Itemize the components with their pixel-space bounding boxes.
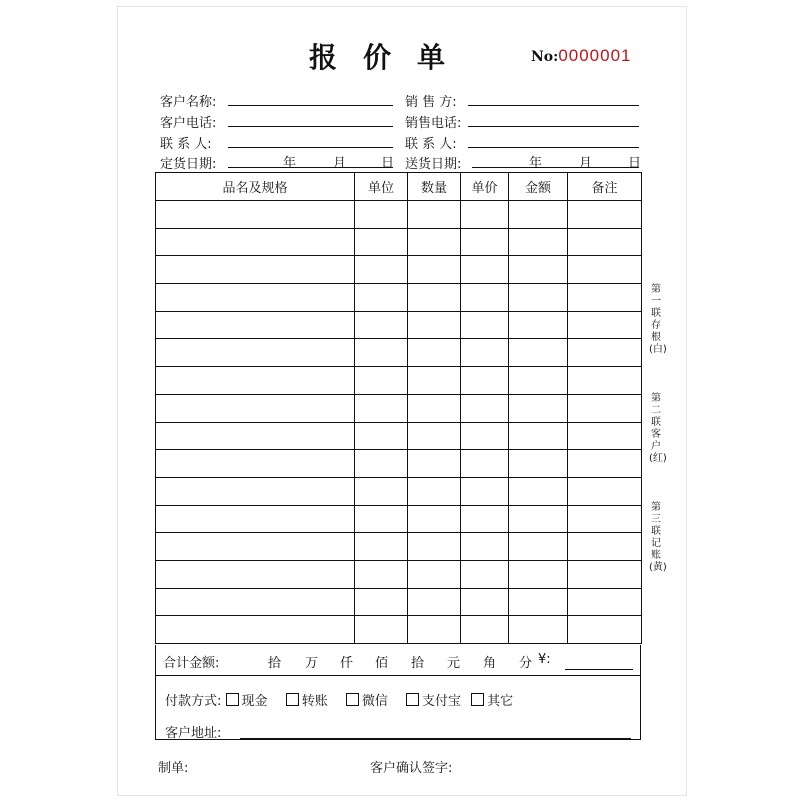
maker-label: 制单:	[158, 761, 189, 776]
form-title: 报价单	[309, 41, 472, 74]
cell-quantity[interactable]	[408, 228, 461, 256]
currency-symbol: ¥:	[538, 652, 551, 667]
cell-name-spec[interactable]	[156, 616, 355, 644]
cell-unit-price[interactable]	[461, 477, 509, 505]
cell-unit[interactable]	[355, 616, 408, 644]
table-row	[156, 616, 642, 644]
order-date-label: 定货日期:	[160, 157, 217, 172]
cell-amount[interactable]	[509, 560, 568, 588]
payment-method-label: 付款方式:	[165, 694, 222, 709]
cell-unit[interactable]	[355, 367, 408, 395]
table-header-row	[156, 173, 642, 201]
cell-unit[interactable]	[355, 311, 408, 339]
column-header-quantity: 数量	[408, 173, 461, 201]
checkbox[interactable]	[471, 693, 484, 706]
cell-unit-price[interactable]	[461, 422, 509, 450]
totals-divider	[155, 675, 641, 676]
total-unit-bai: 佰	[375, 656, 389, 671]
cell-remarks[interactable]	[568, 284, 642, 312]
cell-quantity[interactable]	[408, 422, 461, 450]
total-unit-fen: 分	[519, 656, 533, 671]
cell-unit-price[interactable]	[461, 367, 509, 395]
table-row	[156, 256, 642, 284]
cell-remarks[interactable]	[568, 533, 642, 561]
cell-amount[interactable]	[509, 201, 568, 229]
checkbox[interactable]	[406, 693, 419, 706]
cell-amount[interactable]	[509, 394, 568, 422]
table-row	[156, 505, 642, 533]
cell-unit[interactable]	[355, 256, 408, 284]
total-unit-qian: 仟	[340, 656, 354, 671]
customer-phone-label: 客户电话:	[160, 116, 217, 131]
total-unit-shi-2: 拾	[411, 656, 425, 671]
cell-name-spec[interactable]	[156, 201, 355, 229]
serial-number	[531, 46, 632, 66]
cell-remarks[interactable]	[568, 616, 642, 644]
payment-option-alipay[interactable]	[406, 694, 461, 709]
payment-method-row	[165, 690, 513, 709]
cell-unit-price[interactable]	[461, 394, 509, 422]
customer-address-field[interactable]	[240, 738, 631, 739]
order-date-day: 日	[381, 156, 395, 171]
checkbox[interactable]	[346, 693, 359, 706]
cell-unit[interactable]	[355, 201, 408, 229]
checkbox[interactable]	[286, 693, 299, 706]
cell-remarks[interactable]	[568, 201, 642, 229]
cell-remarks[interactable]	[568, 367, 642, 395]
cell-quantity[interactable]	[408, 256, 461, 284]
column-header-amount: 金额	[509, 173, 568, 201]
table-row	[156, 560, 642, 588]
payment-option-other[interactable]	[471, 694, 513, 709]
side-note-copy-1: 第一联存根(白)	[649, 284, 667, 355]
cell-amount[interactable]	[509, 339, 568, 367]
cell-remarks[interactable]	[568, 450, 642, 478]
total-unit-yuan: 元	[447, 656, 461, 671]
cell-unit[interactable]	[355, 450, 408, 478]
order-date-field[interactable]	[228, 167, 393, 168]
delivery-date-day: 日	[628, 156, 642, 171]
cell-remarks[interactable]	[568, 560, 642, 588]
delivery-date-label: 送货日期:	[405, 157, 462, 172]
delivery-date-field[interactable]	[472, 167, 639, 168]
payment-option-label: 微信	[361, 694, 388, 709]
cell-quantity[interactable]	[408, 505, 461, 533]
cell-amount[interactable]	[509, 616, 568, 644]
delivery-date-year: 年	[529, 156, 543, 171]
cell-remarks[interactable]	[568, 422, 642, 450]
table-row	[156, 228, 642, 256]
cell-name-spec[interactable]	[156, 588, 355, 616]
cell-quantity[interactable]	[408, 367, 461, 395]
cell-quantity[interactable]	[408, 616, 461, 644]
seller-label: 销 售 方:	[405, 95, 457, 110]
cell-unit-price[interactable]	[461, 228, 509, 256]
cell-remarks[interactable]	[568, 256, 642, 284]
cell-amount[interactable]	[509, 284, 568, 312]
total-amount-field[interactable]	[565, 669, 633, 670]
order-date-year: 年	[283, 156, 297, 171]
cell-unit-price[interactable]	[461, 560, 509, 588]
cell-amount[interactable]	[509, 311, 568, 339]
total-amount-label: 合计金额:	[163, 656, 220, 671]
cell-remarks[interactable]	[568, 394, 642, 422]
cell-quantity[interactable]	[408, 339, 461, 367]
serial-number-label: No:	[531, 49, 559, 65]
order-date-month: 月	[333, 156, 347, 171]
cell-amount[interactable]	[509, 256, 568, 284]
customer-name-label: 客户名称:	[160, 95, 217, 110]
cell-unit-price[interactable]	[461, 339, 509, 367]
column-header-unit-price: 单价	[461, 173, 509, 201]
customer-name-field[interactable]	[228, 105, 393, 106]
cell-amount[interactable]	[509, 477, 568, 505]
cell-amount[interactable]	[509, 588, 568, 616]
seller-field[interactable]	[468, 105, 639, 106]
payment-option-label: 现金	[241, 694, 268, 709]
cell-name-spec[interactable]	[156, 228, 355, 256]
cell-name-spec[interactable]	[156, 394, 355, 422]
cell-remarks[interactable]	[568, 477, 642, 505]
table-row	[156, 533, 642, 561]
cell-quantity[interactable]	[408, 533, 461, 561]
cell-name-spec[interactable]	[156, 533, 355, 561]
total-unit-jiao: 角	[483, 656, 497, 671]
table-row	[156, 588, 642, 616]
customer-address-label: 客户地址:	[165, 726, 222, 741]
customer-signature-label: 客户确认签字:	[370, 761, 453, 776]
cell-quantity[interactable]	[408, 560, 461, 588]
cell-unit[interactable]	[355, 284, 408, 312]
cell-unit-price[interactable]	[461, 616, 509, 644]
cell-quantity[interactable]	[408, 477, 461, 505]
table-row	[156, 201, 642, 229]
column-header-remarks: 备注	[568, 173, 642, 201]
cell-unit[interactable]	[355, 228, 408, 256]
cell-remarks[interactable]	[568, 339, 642, 367]
items-table-body	[156, 201, 642, 644]
cell-name-spec[interactable]	[156, 505, 355, 533]
cell-unit[interactable]	[355, 533, 408, 561]
cell-quantity[interactable]	[408, 450, 461, 478]
table-row	[156, 311, 642, 339]
cell-unit[interactable]	[355, 339, 408, 367]
cell-name-spec[interactable]	[156, 311, 355, 339]
table-row	[156, 367, 642, 395]
cell-unit[interactable]	[355, 394, 408, 422]
cell-unit-price[interactable]	[461, 311, 509, 339]
table-row	[156, 450, 642, 478]
cell-unit[interactable]	[355, 588, 408, 616]
cell-name-spec[interactable]	[156, 256, 355, 284]
total-unit-shi-1: 拾	[268, 656, 282, 671]
delivery-date-month: 月	[579, 156, 593, 171]
cell-quantity[interactable]	[408, 311, 461, 339]
side-note-copy-2: 第二联客户(红)	[649, 393, 667, 464]
cell-amount[interactable]	[509, 422, 568, 450]
payment-option-label: 转账	[301, 694, 328, 709]
cell-name-spec[interactable]	[156, 339, 355, 367]
serial-number-value: 0000001	[558, 46, 632, 65]
cell-unit[interactable]	[355, 422, 408, 450]
cell-quantity[interactable]	[408, 201, 461, 229]
table-row	[156, 284, 642, 312]
contact-left-field[interactable]	[228, 147, 393, 148]
cell-amount[interactable]	[509, 533, 568, 561]
contact-left-label: 联 系 人:	[160, 137, 212, 152]
cell-quantity[interactable]	[408, 588, 461, 616]
cell-unit-price[interactable]	[461, 284, 509, 312]
payment-option-transfer[interactable]	[286, 694, 328, 709]
side-note-copy-3: 第三联记账(黄)	[649, 502, 667, 573]
items-table	[155, 172, 642, 644]
cell-amount[interactable]	[509, 505, 568, 533]
cell-amount[interactable]	[509, 228, 568, 256]
cell-quantity[interactable]	[408, 394, 461, 422]
payment-option-cash[interactable]	[226, 694, 268, 709]
cell-name-spec[interactable]	[156, 284, 355, 312]
checkbox[interactable]	[226, 693, 239, 706]
cell-remarks[interactable]	[568, 588, 642, 616]
column-header-unit: 单位	[355, 173, 408, 201]
table-row	[156, 394, 642, 422]
cell-unit-price[interactable]	[461, 450, 509, 478]
cell-unit[interactable]	[355, 560, 408, 588]
customer-phone-field[interactable]	[228, 126, 393, 127]
cell-name-spec[interactable]	[156, 477, 355, 505]
cell-unit[interactable]	[355, 505, 408, 533]
cell-unit-price[interactable]	[461, 256, 509, 284]
table-row	[156, 422, 642, 450]
cell-unit-price[interactable]	[461, 533, 509, 561]
cell-name-spec[interactable]	[156, 367, 355, 395]
cell-quantity[interactable]	[408, 284, 461, 312]
payment-option-wechat[interactable]	[346, 694, 388, 709]
total-unit-wan: 万	[305, 656, 319, 671]
payment-option-label: 其它	[487, 694, 514, 709]
cell-name-spec[interactable]	[156, 560, 355, 588]
cell-amount[interactable]	[509, 450, 568, 478]
table-row	[156, 477, 642, 505]
cell-amount[interactable]	[509, 367, 568, 395]
column-header-name-spec: 品名及规格	[156, 173, 355, 201]
cell-unit[interactable]	[355, 477, 408, 505]
cell-remarks[interactable]	[568, 505, 642, 533]
payment-option-label: 支付宝	[422, 694, 462, 709]
table-row	[156, 339, 642, 367]
cell-name-spec[interactable]	[156, 450, 355, 478]
cell-unit-price[interactable]	[461, 505, 509, 533]
seller-phone-field[interactable]	[468, 126, 639, 127]
contact-right-label: 联 系 人:	[405, 137, 457, 152]
cell-remarks[interactable]	[568, 311, 642, 339]
cell-unit-price[interactable]	[461, 201, 509, 229]
cell-remarks[interactable]	[568, 228, 642, 256]
seller-phone-label: 销售电话:	[405, 116, 462, 131]
cell-name-spec[interactable]	[156, 422, 355, 450]
cell-unit-price[interactable]	[461, 588, 509, 616]
contact-right-field[interactable]	[468, 147, 639, 148]
